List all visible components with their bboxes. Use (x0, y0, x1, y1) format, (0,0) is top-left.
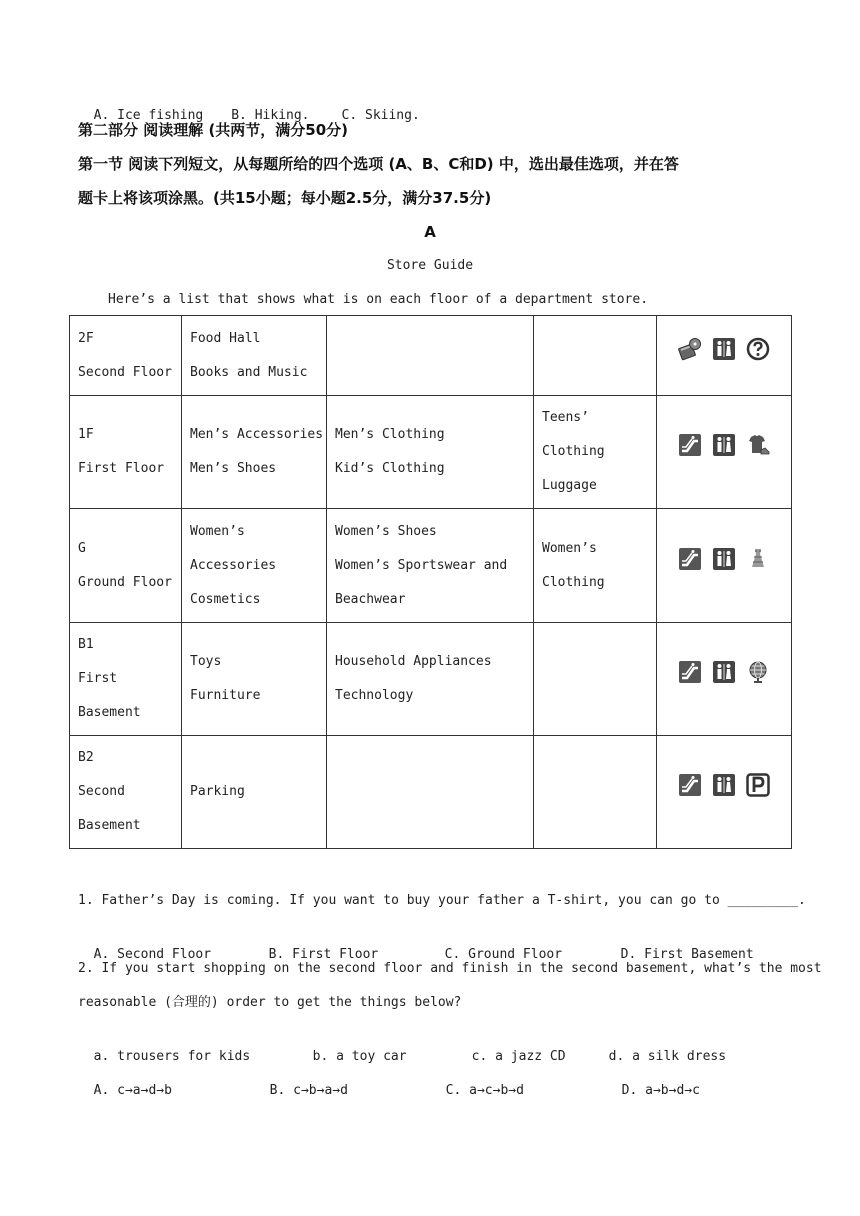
q1-option-a: A. Second Floor (93, 947, 212, 962)
q1-option-b: B. First Floor (268, 947, 379, 962)
q2-option-b: B. c→b→a→d (269, 1083, 348, 1098)
department-item: Clothing (542, 444, 605, 459)
department-cell (182, 623, 327, 736)
restroom-icon (712, 547, 736, 585)
department-item: Men’s Clothing (335, 427, 445, 442)
department-item: Women’s Sportswear and (335, 557, 508, 573)
store-guide-table (69, 315, 792, 849)
floor-label: B1 (78, 637, 94, 652)
passage-intro: Here’s a list that shows what is on each floor of a department store. (108, 292, 649, 307)
question-2-stem-line-1: 2. If you start shopping on the second floor and finish in the second basement, what’s the most (78, 961, 822, 976)
department-cell (534, 736, 657, 849)
passage-title: Store Guide (386, 258, 474, 273)
q2-item-c: c. a jazz CD (471, 1049, 566, 1064)
restroom-icon (712, 337, 736, 375)
floor-label: First (78, 671, 118, 686)
floor-label: Ground Floor (78, 574, 172, 590)
question-1-stem: 1. Father’s Day is coming. If you want to buy your father a T-shirt, you can go to _________. (78, 893, 806, 908)
q2-option-d: D. a→b→d→c (621, 1083, 700, 1098)
section-intro-line-1: 第一节 阅读下列短文，从每题所给的四个选项 (A、B、C和D) 中，选出最佳选项，并在答 (78, 155, 679, 173)
escalator-icon (678, 660, 702, 698)
floor-icons-cell (657, 396, 792, 509)
globe-icon (746, 660, 770, 698)
restroom-icon (712, 660, 736, 698)
escalator-icon (678, 547, 702, 585)
floor-name-cell (70, 316, 182, 396)
passage-letter: A (424, 223, 436, 241)
floor-row (70, 736, 792, 849)
department-cell (327, 623, 534, 736)
department-cell (182, 316, 327, 396)
q2-item-d: d. a silk dress (608, 1049, 727, 1064)
section-intro-line-2: 题卡上将该项涂黑。(共15小题；每小题2.5分，满分37.5分) (78, 189, 492, 207)
department-item: Teens’ (542, 410, 589, 425)
department-item: Cosmetics (190, 591, 261, 607)
question-2-options (78, 1061, 700, 1101)
floor-icons-cell (657, 623, 792, 736)
floor-name-cell (70, 623, 182, 736)
department-item: Technology (335, 688, 414, 703)
q2-option-c: C. a→c→b→d (445, 1083, 524, 1098)
tshirt-shoe-icon (746, 433, 770, 471)
part-title: 第二部分 阅读理解 (共两节，满分50分) (78, 121, 349, 139)
department-item: Men’s Shoes (190, 461, 277, 476)
q1-option-c: C. Ground Floor (444, 947, 563, 962)
floor-icons-cell (657, 316, 792, 396)
floor-name-cell (70, 396, 182, 509)
department-item: Women’s (190, 523, 245, 539)
prev-option-c: C. Skiing. (341, 108, 420, 123)
floor-row (70, 316, 792, 396)
floor-label: 1F (78, 427, 94, 442)
department-item: Household Appliances (335, 654, 492, 669)
department-cell (327, 316, 534, 396)
escalator-icon (678, 773, 702, 811)
department-cell (327, 736, 534, 849)
q2-item-a: a. trousers for kids (93, 1049, 251, 1064)
floor-name-cell (70, 736, 182, 849)
prev-option-a: A. Ice fishing (93, 108, 204, 123)
q2-option-a: A. c→a→d→b (93, 1083, 172, 1098)
floor-label: Basement (78, 705, 141, 720)
department-item: Women’s (542, 540, 597, 556)
floor-label: Second (78, 784, 125, 799)
department-item: Accessories (190, 557, 277, 573)
department-item: Toys (190, 654, 222, 669)
department-item: Women’s Shoes (335, 523, 437, 539)
department-item: Men’s Accessories (190, 427, 324, 442)
restroom-icon (712, 773, 736, 811)
department-item: Kid’s Clothing (335, 461, 445, 476)
floor-label: B2 (78, 750, 94, 765)
floor-label: Second Floor (78, 364, 172, 380)
department-item: Parking (190, 784, 245, 799)
floor-label: 2F (78, 330, 94, 346)
department-cell (327, 509, 534, 623)
department-cell (182, 509, 327, 623)
q1-option-d: D. First Basement (620, 947, 754, 962)
q2-item-b: b. a toy car (312, 1049, 407, 1064)
escalator-icon (678, 433, 702, 471)
department-item: Luggage (542, 478, 597, 493)
books-cd-icon (678, 337, 702, 375)
question-2-stem-line-2: reasonable (合理的) order to get the things below? (78, 995, 462, 1010)
department-item: Books and Music (190, 364, 308, 380)
floor-label: G (78, 540, 86, 556)
help-icon (746, 337, 770, 375)
restroom-icon (712, 433, 736, 471)
department-cell (534, 623, 657, 736)
prev-option-b: B. Hiking. (231, 108, 310, 123)
floor-icons-cell (657, 509, 792, 623)
parking-icon (746, 773, 770, 811)
department-item: Furniture (190, 688, 261, 703)
floor-name-cell (70, 509, 182, 623)
department-cell (534, 316, 657, 396)
department-item: Food Hall (190, 330, 261, 346)
floor-row (70, 509, 792, 623)
floor-row (70, 396, 792, 509)
floor-label: Basement (78, 818, 141, 833)
department-cell (182, 396, 327, 509)
department-cell (534, 396, 657, 509)
floor-row (70, 623, 792, 736)
dress-icon (746, 547, 770, 585)
department-item: Beachwear (335, 591, 406, 607)
floor-label: First Floor (78, 461, 165, 476)
department-cell (534, 509, 657, 623)
department-cell (327, 396, 534, 509)
department-item: Clothing (542, 574, 605, 590)
floor-icons-cell (657, 736, 792, 849)
department-cell (182, 736, 327, 849)
